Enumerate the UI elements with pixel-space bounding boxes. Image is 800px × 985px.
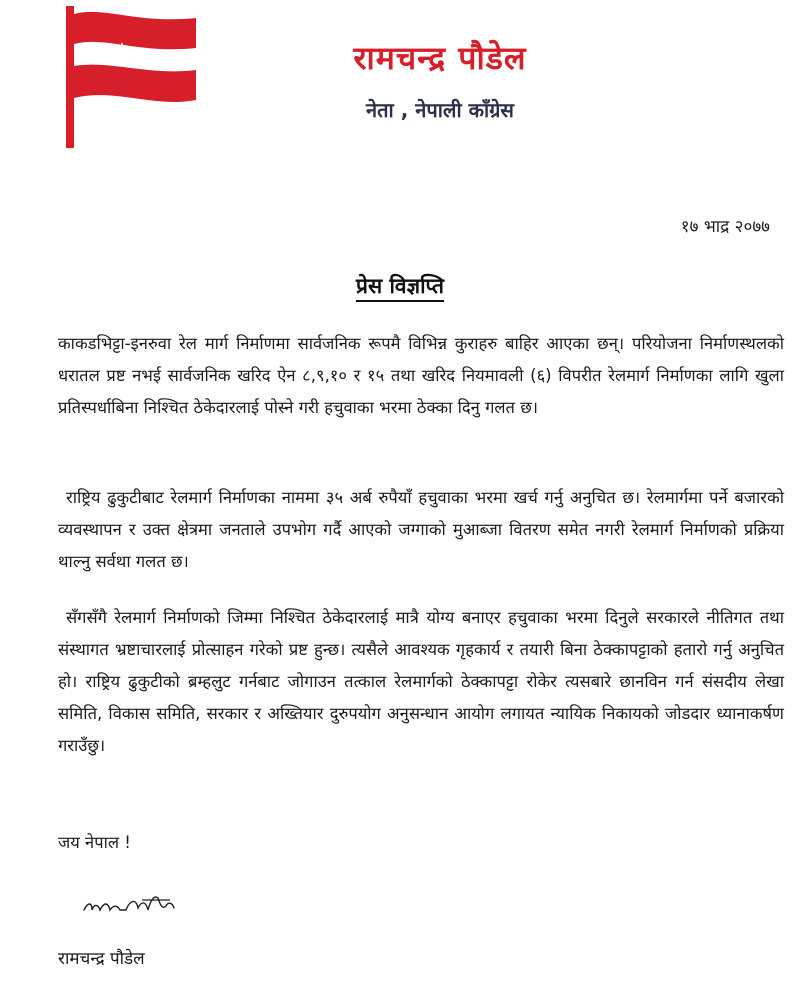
signer-name: रामचन्द्र पौडेल [58,949,145,969]
nepali-congress-flag-logo [60,4,200,150]
body-paragraph: सँगसँगै रेलमार्ग निर्माणको जिम्मा निश्चित ठेकेदारलाई मात्रै योग्य बनाएर हचुवाका भरमा दिनुले सरकारले नीतिगत तथा संस्थागत भ्रष्टाचारलाई प्रोत्साहन गरेको प्रष्ट हुन्छ। त्यसैले आवश्यक गृहकार्य र तयारी बिना ठेक्कापट्टाको हतारो गर्नु अनुचित हो। राष्ट्रिय ढुकुटीको ब्रम्हलुट गर्नबाट जोगाउन तत्काल रेलमार्गको ठेक्कापट्टा रोकेर त्यसबारे छानविन गर्न संसदीय लेखा समिति, विकास समिति, सरकार र अख्तियार दुरुपयोग अनुसन्धान आयोग लगायत न्यायिक निकायको जोडदार ध्यानाकर्षण गराउँछु। [58,608,784,755]
body-paragraph: काकडभिट्टा-इनरुवा रेल मार्ग निर्माणमा सार्वजनिक रूपमै विभिन्न कुराहरु बाहिर आएका छन्। परियोजना निर्माणस्थलको धरातल प्रष्ट नभई सार्वजनिक खरिद ऐन ८,९,१० र १५ तथा खरिद नियमावली (६) विपरीत रेलमार्ग निर्माणका लागि खुला प्रतिस्पर्धाबिना निश्चित ठेकेदारलाई पोस्ने गरी हचुवाका भरमा ठेक्का दिनु गलत छ। [58,334,784,417]
closing-salutation: जय नेपाल ! [58,833,131,852]
handwritten-signature [80,888,180,922]
document-title [0,272,800,300]
body-paragraph: राष्ट्रिय ढुकुटीबाट रेलमार्ग निर्माणका नाममा ३५ अर्ब रुपैयाँ हचुवाका भरमा खर्च गर्नु अनुचित छ। रेलमार्गमा पर्ने बजारको व्यवस्थापन र उक्त क्षेत्रमा जनताले उपभोग गर्दै आएको जग्गाको मुआब्जा वितरण समेत नगरी रेलमार्ग निर्माणको प्रक्रिया थाल्नु सर्वथा गलत छ। [58,488,784,571]
document-title-text: प्रेस विज्ञप्ति [356,274,444,302]
header-name: रामचन्द्र पौडेल [353,39,527,77]
header-role: नेता , नेपाली काँग्रेस [366,98,514,122]
letter-date: १७ भाद्र २०७७ [680,217,770,237]
